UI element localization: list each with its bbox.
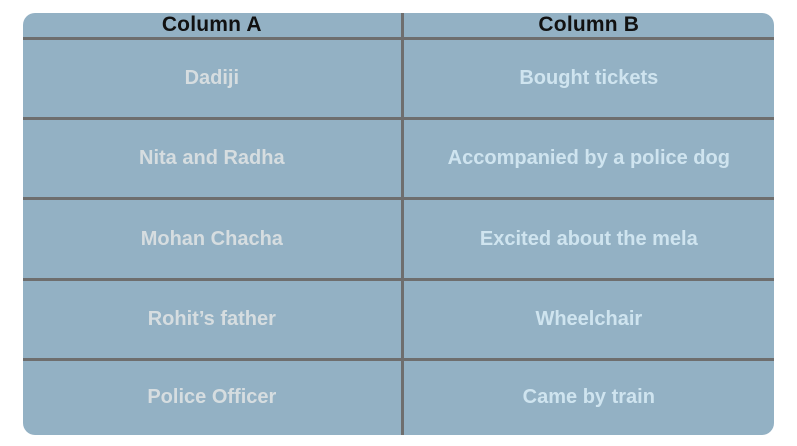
table-head xyxy=(23,13,774,39)
table-header-row xyxy=(23,13,774,39)
cell-column-a: Nita and Radha xyxy=(23,119,402,199)
cell-column-b: Accompanied by a police dog xyxy=(402,119,774,199)
table-row xyxy=(23,359,774,435)
column-header-a: Column A xyxy=(23,13,402,39)
cell-column-a: Police Officer xyxy=(23,359,402,435)
cell-column-b: Excited about the mela xyxy=(402,199,774,279)
table-row xyxy=(23,119,774,199)
table-row xyxy=(23,279,774,359)
cell-column-b: Wheelchair xyxy=(402,279,774,359)
cell-column-a: Rohit’s father xyxy=(23,279,402,359)
table-row xyxy=(23,199,774,279)
table-row xyxy=(23,39,774,119)
table-body xyxy=(23,39,774,436)
cell-column-b: Came by train xyxy=(522,386,655,409)
cell-column-b: Bought tickets xyxy=(402,39,774,119)
matching-table-container xyxy=(23,13,774,435)
column-header-b: Column B xyxy=(402,13,774,39)
matching-table xyxy=(23,13,774,435)
cell-column-a: Mohan Chacha xyxy=(23,199,402,279)
cell-column-a: Dadiji xyxy=(23,39,402,119)
